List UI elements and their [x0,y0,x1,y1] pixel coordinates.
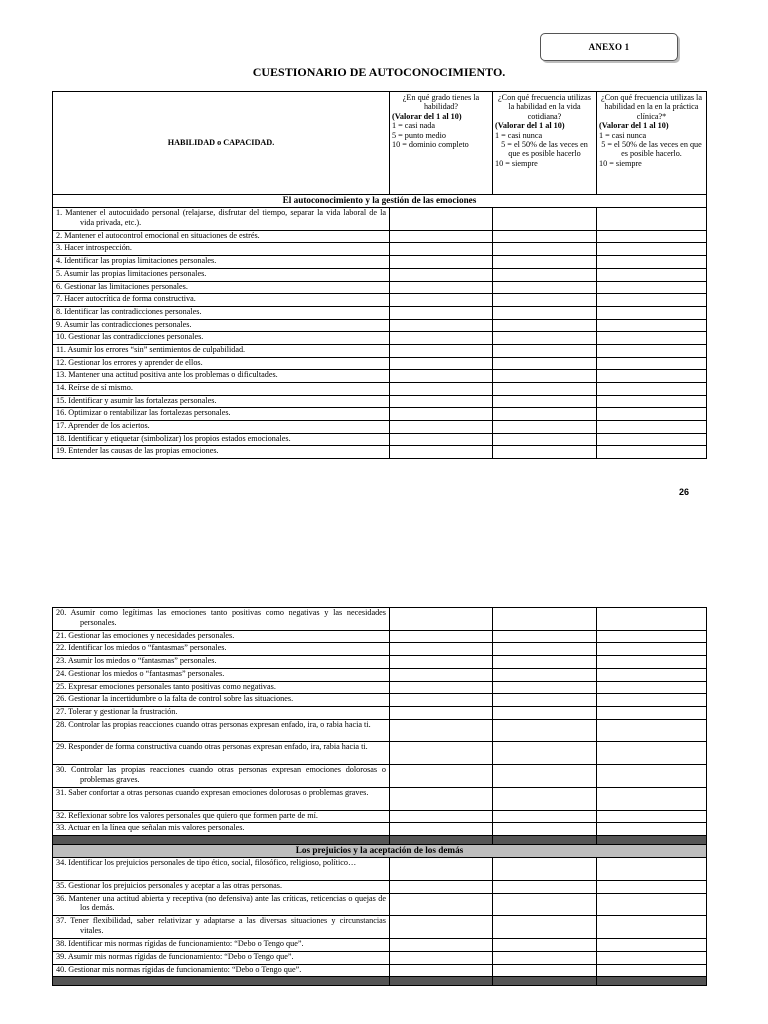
table-row [53,656,707,669]
rating-degree-cell[interactable] [390,964,493,977]
item-text: 34. Identificar los prejuicios personales de tipo ético, social, filosófico, religioso, político… [53,858,390,881]
rating-daily-cell[interactable] [493,319,597,332]
table-row [53,788,707,811]
item-text: 22. Identificar los miedos o “fantasmas” personales. [53,643,390,656]
item-text: 20. Asumir como legítimas las emociones tanto positivas como negativas y las necesidades personales. [53,608,390,631]
separator-cell [493,977,597,986]
rating-clinical-cell[interactable] [597,694,707,707]
rating-clinical-cell[interactable] [597,823,707,836]
item-text: 14. Reírse de sí mismo. [53,383,390,396]
rating-clinical-cell[interactable] [597,681,707,694]
rating-degree-cell[interactable] [390,719,493,742]
rating-daily-cell[interactable] [493,208,597,231]
item-text: 4. Identificar las propias limitaciones personales. [53,256,390,269]
rating-daily-cell[interactable] [493,332,597,345]
table-row [53,681,707,694]
header-row [53,92,707,195]
rating-clinical-cell[interactable] [597,433,707,446]
rating-daily-cell[interactable] [493,243,597,256]
rating-daily-cell[interactable] [493,268,597,281]
item-text: 3. Hacer introspección. [53,243,390,256]
rating-daily-cell[interactable] [493,916,597,939]
table-row [53,608,707,631]
rating-daily-cell[interactable] [493,939,597,952]
rating-daily-cell[interactable] [493,357,597,370]
item-text: 18. Identificar y etiquetar (simbolizar) los propios estados emocionales. [53,433,390,446]
rating-degree-cell[interactable] [390,433,493,446]
rating-clinical-cell[interactable] [597,719,707,742]
rating-degree-cell[interactable] [390,446,493,459]
header-frequency-clinical: ¿Con qué frecuencia utilizas la habilidad en la en la práctica clínica?* (Valorar del 1 al 10) 1 = casi nunca 5 = el 50% de las veces en que es posible hacerlo. 10 = siempre [597,92,707,195]
rating-degree-cell[interactable] [390,916,493,939]
section-row [53,195,707,208]
rating-clinical-cell[interactable] [597,880,707,893]
rating-daily-cell[interactable] [493,395,597,408]
section-row [53,845,707,858]
rating-degree-cell[interactable] [390,858,493,881]
rating-daily-cell[interactable] [493,383,597,396]
rating-daily-cell[interactable] [493,656,597,669]
item-text: 26. Gestionar la incertidumbre o la falta de control sobre las situaciones. [53,694,390,707]
item-text: 40. Gestionar mis normas rígidas de funcionamiento: “Debo o Tengo que”. [53,964,390,977]
rating-degree-cell[interactable] [390,681,493,694]
item-text: 17. Aprender de los aciertos. [53,421,390,434]
rating-degree-cell[interactable] [390,395,493,408]
rating-clinical-cell[interactable] [597,357,707,370]
rating-daily-cell[interactable] [493,788,597,811]
table-row [53,433,707,446]
rating-clinical-cell[interactable] [597,268,707,281]
item-text: 12. Gestionar los errores y aprender de ellos. [53,357,390,370]
rating-degree-cell[interactable] [390,893,493,916]
item-text: 21. Gestionar las emociones y necesidades personales. [53,630,390,643]
item-text: 23. Asumir los miedos o “fantasmas” personales. [53,656,390,669]
rating-daily-cell[interactable] [493,433,597,446]
rating-daily-cell[interactable] [493,608,597,631]
rating-clinical-cell[interactable] [597,893,707,916]
table-row [53,765,707,788]
rating-degree-cell[interactable] [390,765,493,788]
rating-daily-cell[interactable] [493,294,597,307]
item-text: 1. Mantener el autocuidado personal (relajarse, disfrutar del tiempo, separar la vida laboral de la vida privada, etc.). [53,208,390,231]
table-row [53,208,707,231]
rating-degree-cell[interactable] [390,823,493,836]
rating-daily-cell[interactable] [493,951,597,964]
table-row [53,810,707,823]
table-row [53,256,707,269]
rating-daily-cell[interactable] [493,306,597,319]
rating-degree-cell[interactable] [390,643,493,656]
rating-degree-cell[interactable] [390,294,493,307]
questionnaire-table-page-1 [52,91,707,459]
table-row [53,706,707,719]
rating-daily-cell[interactable] [493,408,597,421]
rating-daily-cell[interactable] [493,810,597,823]
rating-clinical-cell[interactable] [597,668,707,681]
rating-clinical-cell[interactable] [597,916,707,939]
rating-clinical-cell[interactable] [597,964,707,977]
rating-clinical-cell[interactable] [597,306,707,319]
table-row [53,408,707,421]
rating-daily-cell[interactable] [493,694,597,707]
separator-cell [53,977,390,986]
rating-daily-cell[interactable] [493,765,597,788]
table-row [53,281,707,294]
item-text: 35. Gestionar los prejuicios personales y aceptar a las otras personas. [53,880,390,893]
rating-degree-cell[interactable] [390,268,493,281]
rating-degree-cell[interactable] [390,630,493,643]
item-text: 31. Saber confortar a otras personas cuando expresan emociones dolorosas o problemas graves. [53,788,390,811]
rating-degree-cell[interactable] [390,694,493,707]
item-text: 15. Identificar y asumir las fortalezas personales. [53,395,390,408]
item-text: 38. Identificar mis normas rígidas de funcionamiento: “Debo o Tengo que”. [53,939,390,952]
rating-degree-cell[interactable] [390,608,493,631]
table-row [53,370,707,383]
item-text: 6. Gestionar las limitaciones personales. [53,281,390,294]
rating-clinical-cell[interactable] [597,344,707,357]
rating-clinical-cell[interactable] [597,656,707,669]
table-row [53,643,707,656]
item-text: 9. Asumir las contradicciones personales. [53,319,390,332]
item-text: 8. Identificar las contradicciones personales. [53,306,390,319]
rating-daily-cell[interactable] [493,706,597,719]
rating-degree-cell[interactable] [390,939,493,952]
rating-clinical-cell[interactable] [597,281,707,294]
annex-label: ANEXO 1 [540,33,678,61]
rating-clinical-cell[interactable] [597,294,707,307]
rating-clinical-cell[interactable] [597,319,707,332]
rating-clinical-cell[interactable] [597,858,707,881]
rating-daily-cell[interactable] [493,230,597,243]
rating-degree-cell[interactable] [390,951,493,964]
separator-cell [597,977,707,986]
table-row [53,951,707,964]
rating-daily-cell[interactable] [493,281,597,294]
header-degree: ¿En qué grado tienes la habilidad? (Valorar del 1 al 10) 1 = casi nada 5 = punto medio 10 = dominio completo [390,92,493,195]
rating-degree-cell[interactable] [390,306,493,319]
rating-daily-cell[interactable] [493,719,597,742]
item-text: 24. Gestionar los miedos o “fantasmas” personales. [53,668,390,681]
table-row [53,319,707,332]
item-text: 36. Mantener una actitud abierta y receptiva (no defensiva) ante las críticas, reticencias o quejas de los demás. [53,893,390,916]
item-text: 28. Controlar las propias reacciones cuando otras personas expresan enfado, ira, o rabia hacia ti. [53,719,390,742]
rating-clinical-cell[interactable] [597,643,707,656]
separator-cell [597,836,707,845]
separator-cell [390,977,493,986]
page-number: 26 [679,487,690,497]
rating-degree-cell[interactable] [390,357,493,370]
rating-degree-cell[interactable] [390,742,493,765]
item-text: 16. Optimizar o rentabilizar las fortalezas personales. [53,408,390,421]
table-row [53,694,707,707]
rating-degree-cell[interactable] [390,810,493,823]
table-row [53,858,707,881]
table-row [53,332,707,345]
rating-clinical-cell[interactable] [597,243,707,256]
item-text: 30. Controlar las propias reacciones cuando otras personas expresan emociones dolorosas o problemas graves. [53,765,390,788]
rating-degree-cell[interactable] [390,332,493,345]
table-row [53,230,707,243]
rating-clinical-cell[interactable] [597,383,707,396]
rating-clinical-cell[interactable] [597,370,707,383]
section-title: El autoconocimiento y la gestión de las emociones [53,195,707,208]
separator-cell [493,836,597,845]
table-row [53,964,707,977]
separator-row [53,977,707,986]
rating-daily-cell[interactable] [493,742,597,765]
table-row [53,344,707,357]
rating-clinical-cell[interactable] [597,765,707,788]
table-row [53,306,707,319]
rating-clinical-cell[interactable] [597,630,707,643]
rating-degree-cell[interactable] [390,370,493,383]
rating-daily-cell[interactable] [493,823,597,836]
rating-clinical-cell[interactable] [597,332,707,345]
separator-row [53,836,707,845]
item-text: 7. Hacer autocrítica de forma constructiva. [53,294,390,307]
questionnaire-table-page-2 [52,607,707,986]
rating-degree-cell[interactable] [390,880,493,893]
rating-clinical-cell[interactable] [597,256,707,269]
table-row [53,357,707,370]
rating-clinical-cell[interactable] [597,446,707,459]
header-frequency-daily: ¿Con qué frecuencia utilizas la habilidad en la vida cotidiana? (Valorar del 1 al 10) 1 = casi nunca 5 = el 50% de las veces en que es posible hacerlo 10 = siempre [493,92,597,195]
rating-clinical-cell[interactable] [597,395,707,408]
rating-clinical-cell[interactable] [597,788,707,811]
table-row [53,630,707,643]
separator-cell [390,836,493,845]
rating-clinical-cell[interactable] [597,939,707,952]
table-row [53,421,707,434]
rating-degree-cell[interactable] [390,256,493,269]
table-row [53,880,707,893]
rating-daily-cell[interactable] [493,630,597,643]
rating-degree-cell[interactable] [390,408,493,421]
table-row [53,446,707,459]
item-text: 25. Expresar emociones personales tanto positivas como negativas. [53,681,390,694]
item-text: 29. Responder de forma constructiva cuando otras personas expresan enfado, ira, rabia hacia ti. [53,742,390,765]
rating-degree-cell[interactable] [390,706,493,719]
item-text: 13. Mantener una actitud positiva ante los problemas o dificultades. [53,370,390,383]
rating-daily-cell[interactable] [493,681,597,694]
rating-degree-cell[interactable] [390,344,493,357]
rating-clinical-cell[interactable] [597,408,707,421]
rating-clinical-cell[interactable] [597,421,707,434]
separator-cell [53,836,390,845]
table-row [53,893,707,916]
table-row [53,294,707,307]
page-title: CUESTIONARIO DE AUTOCONOCIMIENTO. [252,65,506,79]
rating-degree-cell[interactable] [390,230,493,243]
rating-clinical-cell[interactable] [597,706,707,719]
rating-clinical-cell[interactable] [597,742,707,765]
item-text: 19. Entender las causas de las propias emociones. [53,446,390,459]
rating-clinical-cell[interactable] [597,810,707,823]
table-row [53,383,707,396]
table-row [53,916,707,939]
rating-daily-cell[interactable] [493,880,597,893]
table-row [53,395,707,408]
table-row [53,668,707,681]
rating-daily-cell[interactable] [493,964,597,977]
table-row [53,719,707,742]
rating-clinical-cell[interactable] [597,608,707,631]
rating-degree-cell[interactable] [390,668,493,681]
rating-clinical-cell[interactable] [597,208,707,231]
rating-clinical-cell[interactable] [597,951,707,964]
rating-degree-cell[interactable] [390,208,493,231]
rating-daily-cell[interactable] [493,893,597,916]
rating-degree-cell[interactable] [390,281,493,294]
item-text: 2. Mantener el autocontrol emocional en situaciones de estrés. [53,230,390,243]
rating-degree-cell[interactable] [390,656,493,669]
item-text: 32. Reflexionar sobre los valores personales que quiero que formen parte de mí. [53,810,390,823]
item-text: 33. Actuar en la línea que señalan mis valores personales. [53,823,390,836]
table-row [53,939,707,952]
rating-daily-cell[interactable] [493,421,597,434]
table-row [53,742,707,765]
table-row [53,243,707,256]
header-skill: HABILIDAD o CAPACIDAD. [53,92,390,195]
item-text: 10. Gestionar las contradicciones personales. [53,332,390,345]
item-text: 37. Tener flexibilidad, saber relativizar y adaptarse a las diversas situaciones y circunstancias vitales. [53,916,390,939]
rating-degree-cell[interactable] [390,243,493,256]
rating-degree-cell[interactable] [390,383,493,396]
rating-degree-cell[interactable] [390,421,493,434]
rating-daily-cell[interactable] [493,858,597,881]
section-title: Los prejuicios y la aceptación de los demás [53,845,707,858]
rating-daily-cell[interactable] [493,256,597,269]
rating-clinical-cell[interactable] [597,230,707,243]
rating-daily-cell[interactable] [493,370,597,383]
item-text: 39. Asumir mis normas rígidas de funcionamiento: “Debo o Tengo que”. [53,951,390,964]
item-text: 5. Asumir las propias limitaciones personales. [53,268,390,281]
table-row [53,268,707,281]
rating-daily-cell[interactable] [493,668,597,681]
rating-degree-cell[interactable] [390,788,493,811]
rating-degree-cell[interactable] [390,319,493,332]
item-text: 11. Asumir los errores “sin” sentimientos de culpabilidad. [53,344,390,357]
rating-daily-cell[interactable] [493,446,597,459]
rating-daily-cell[interactable] [493,643,597,656]
item-text: 27. Tolerar y gestionar la frustración. [53,706,390,719]
table-row [53,823,707,836]
rating-daily-cell[interactable] [493,344,597,357]
